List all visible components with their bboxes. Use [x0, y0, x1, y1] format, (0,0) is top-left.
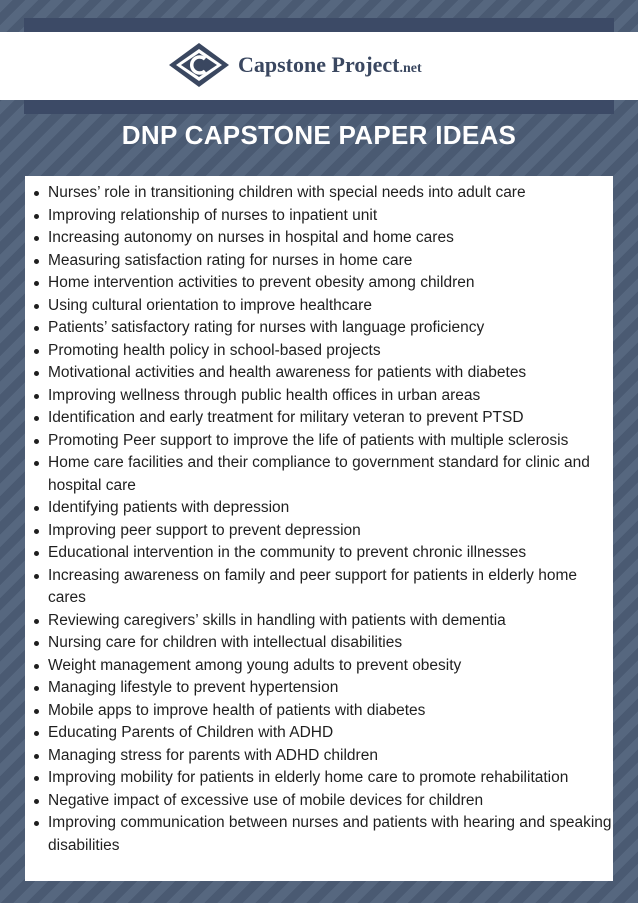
list-item: Identifying patients with depression: [34, 497, 612, 520]
list-item: Managing stress for parents with ADHD children: [34, 745, 612, 768]
brand-name: Capstone Project.net: [238, 52, 422, 77]
list-item: Improving mobility for patients in elderly home care to promote rehabilitation: [34, 767, 612, 790]
list-item: Home intervention activities to prevent obesity among children: [34, 272, 612, 295]
list-item: Nursing care for children with intellectual disabilities: [34, 632, 612, 655]
list-item: Mobile apps to improve health of patients with diabetes: [34, 700, 612, 723]
list-item: Improving relationship of nurses to inpatient unit: [34, 205, 612, 228]
list-item: Promoting Peer support to improve the life of patients with multiple sclerosis: [34, 430, 612, 453]
list-item: Educational intervention in the community to prevent chronic illnesses: [34, 542, 612, 565]
list-item: Managing lifestyle to prevent hypertension: [34, 677, 612, 700]
list-item: Educating Parents of Children with ADHD: [34, 722, 612, 745]
list-item: Using cultural orientation to improve healthcare: [34, 295, 612, 318]
list-item: Promoting health policy in school-based projects: [34, 340, 612, 363]
list-item: Nurses’ role in transitioning children with special needs into adult care: [34, 182, 612, 205]
header-top-bar: [24, 18, 614, 32]
page-title: DNP CAPSTONE PAPER IDEAS: [121, 120, 517, 150]
brand-logo: [168, 42, 422, 88]
list-item: Home care facilities and their compliance to government standard for clinic and hospital care: [34, 452, 612, 497]
list-item: Improving peer support to prevent depression: [34, 520, 612, 543]
list-item: Identification and early treatment for military veteran to prevent PTSD: [34, 407, 612, 430]
list-item: Patients’ satisfactory rating for nurses with language proficiency: [34, 317, 612, 340]
list-item: Negative impact of excessive use of mobile devices for children: [34, 790, 612, 813]
list-item: Increasing autonomy on nurses in hospital and home cares: [34, 227, 612, 250]
ideas-list: [34, 182, 612, 857]
list-item: Improving wellness through public health offices in urban areas: [34, 385, 612, 408]
list-item: Increasing awareness on family and peer support for patients in elderly home cares: [34, 565, 612, 610]
list-item: Weight management among young adults to prevent obesity: [34, 655, 612, 678]
list-item: Reviewing caregivers’ skills in handling with patients with dementia: [34, 610, 612, 633]
list-item: Motivational activities and health awareness for patients with diabetes: [34, 362, 612, 385]
header-bottom-bar: [24, 100, 614, 114]
capstone-logo-icon: [168, 42, 230, 88]
list-item: Measuring satisfaction rating for nurses in home care: [34, 250, 612, 273]
list-item: Improving communication between nurses and patients with hearing and speaking disabilities: [34, 812, 612, 857]
